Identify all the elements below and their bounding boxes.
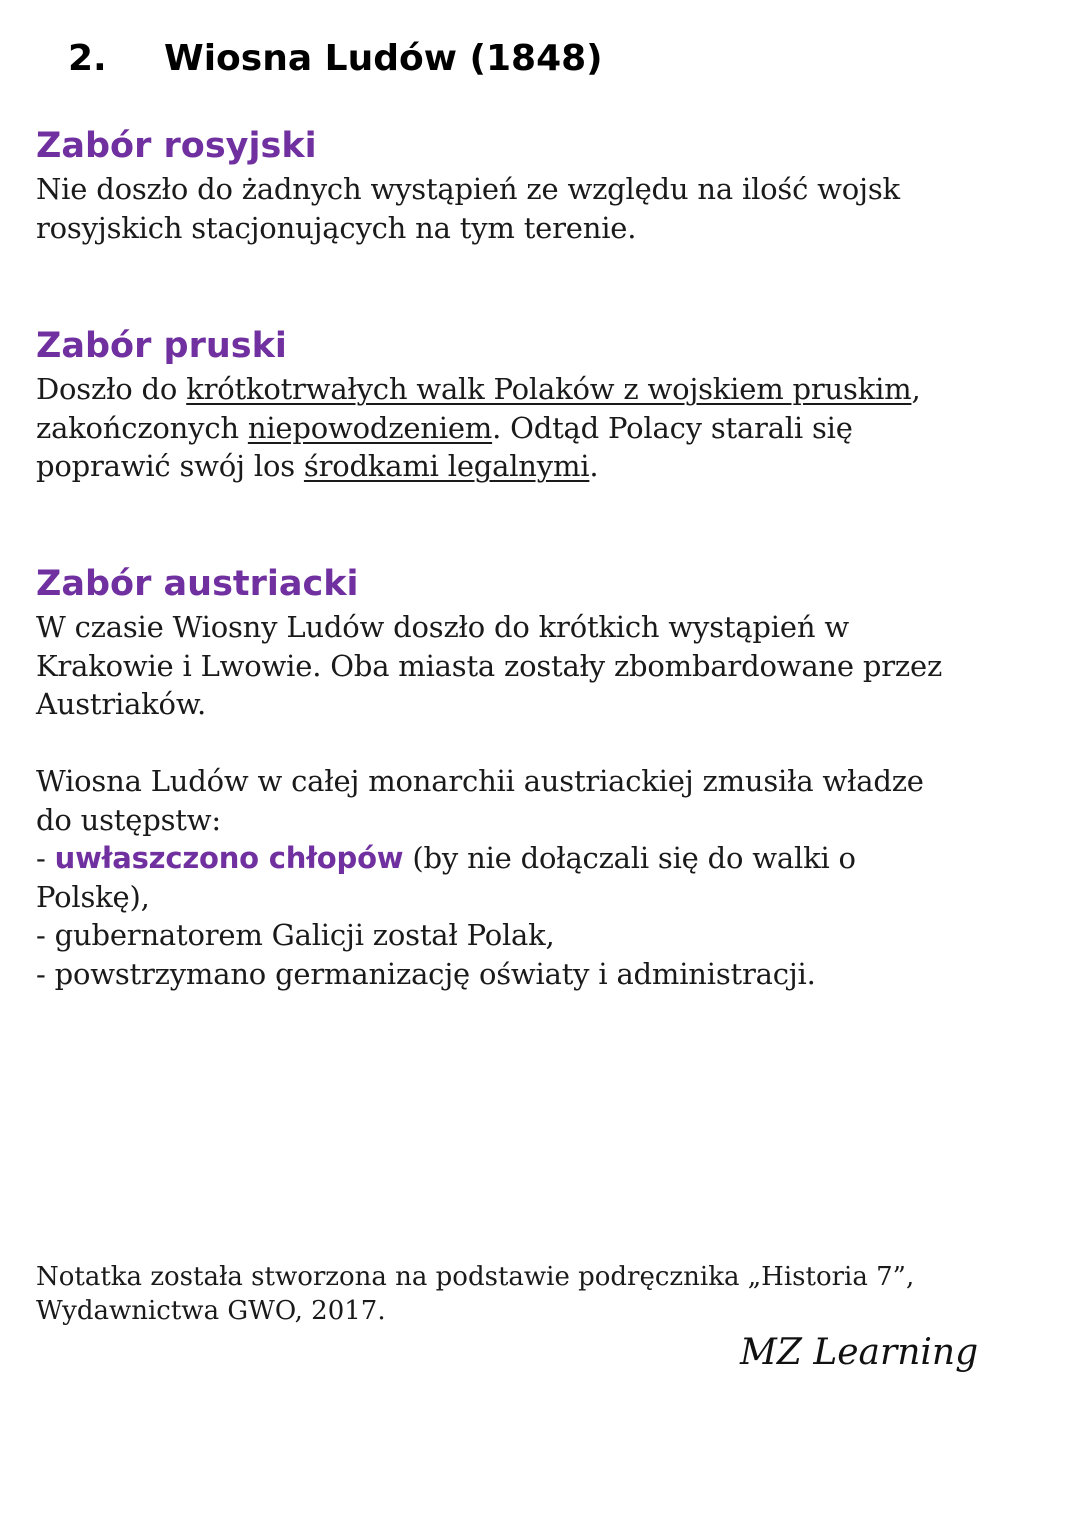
text-line <box>36 447 1036 486</box>
text-line <box>36 370 1036 409</box>
paragraph-zabor-pruski <box>36 370 1036 486</box>
text-run: . Odtąd Polacy starali się <box>492 410 853 445</box>
text-run: zakończonych <box>36 410 248 445</box>
bullet-dash: - <box>36 841 55 875</box>
footer-line: Wydawnictwa GWO, 2017. <box>36 1296 386 1326</box>
text-line: W czasie Wiosny Ludów doszło do krótkich wystąpień w <box>36 610 849 644</box>
underlined-text: niepowodzeniem <box>247 410 493 445</box>
text-run: , <box>911 372 921 406</box>
paragraph-ustepstwa <box>36 762 1036 993</box>
text-line <box>36 409 1036 448</box>
source-note <box>36 1260 1016 1328</box>
footer-line: Notatka została stworzona na podstawie podręcznika „Historia 7”, <box>36 1262 915 1292</box>
text-run: . <box>589 449 599 483</box>
text-line: do ustępstw: <box>36 802 221 837</box>
paragraph-zabor-austriacki <box>36 608 1036 724</box>
title-text: Wiosna Ludów (1848) <box>164 38 603 79</box>
section-number: 2. <box>68 38 107 79</box>
underlined-text: krótkotrwałych walk Polaków z wojskiem pruskim <box>186 372 912 406</box>
heading-zabor-rosyjski: Zabór rosyjski <box>36 126 317 166</box>
list-item: - gubernatorem Galicji został Polak, <box>36 918 555 952</box>
text-line: Wiosna Ludów w całej monarchii austriackiej zmusiła władze <box>36 764 924 798</box>
text-line: Polskę), <box>36 879 150 914</box>
list-item <box>36 839 1036 878</box>
page-title <box>68 38 603 79</box>
highlighted-term: uwłaszczono chłopów <box>54 841 404 875</box>
text-line: Austriaków. <box>36 687 207 721</box>
text-line: Nie doszło do żadnych wystąpień ze względu na ilość wojsk <box>36 172 900 206</box>
text-run: (by nie dołączali się do walki o <box>403 841 856 875</box>
text-line: rosyjskich stacjonujących na tym terenie. <box>36 210 637 245</box>
text-run: Doszło do <box>36 372 187 406</box>
list-item: - powstrzymano germanizację oświaty i administracji. <box>36 956 816 991</box>
text-line: Krakowie i Lwowie. Oba miasta zostały zbombardowane przez <box>36 648 943 683</box>
signature: MZ Learning <box>740 1332 979 1373</box>
heading-zabor-austriacki: Zabór austriacki <box>36 564 359 604</box>
text-run: poprawić swój los <box>36 449 304 483</box>
heading-zabor-pruski: Zabór pruski <box>36 326 287 366</box>
paragraph-zabor-rosyjski <box>36 170 1036 247</box>
underlined-text: środkami legalnymi <box>303 449 590 483</box>
